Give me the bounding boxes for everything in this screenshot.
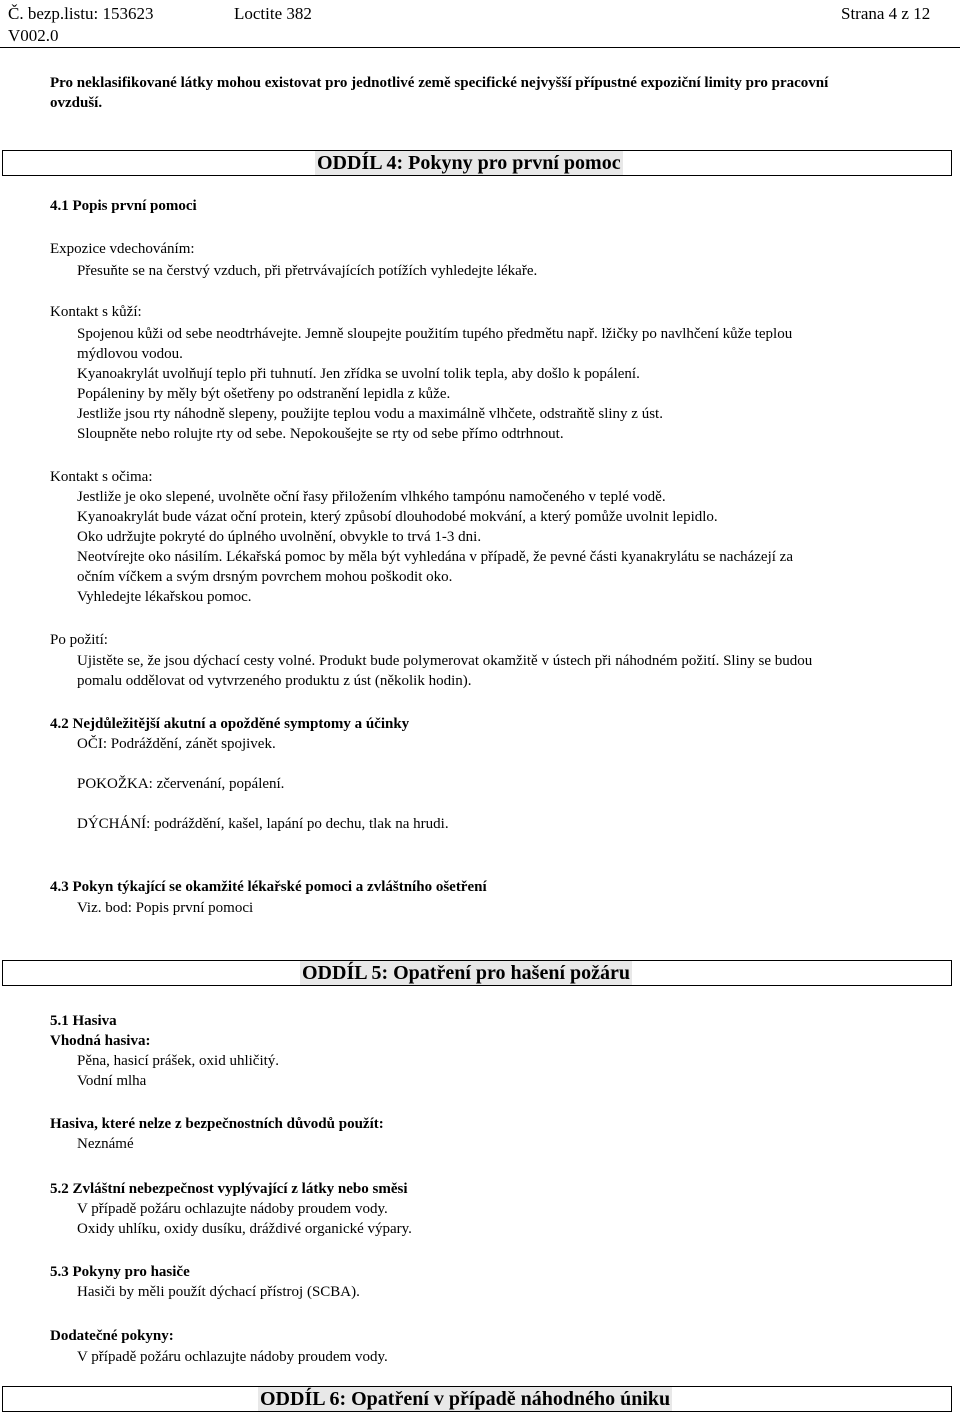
s52-line-2: Oxidy uhlíku, oxidy dusíku, dráždivé organické výpary. xyxy=(77,1221,412,1237)
eyes-line-3: Oko udržujte pokryté do úplného uvolnění, obvykle to trvá 1-3 dni. xyxy=(77,529,482,545)
suitable-label: Vhodná hasiva: xyxy=(50,1033,151,1049)
s43-text: Viz. bod: Popis první pomoci xyxy=(77,900,254,916)
product-name: Loctite 382 xyxy=(234,4,312,23)
s43-heading: 4.3 Pokyn týkající se okamžité lékařské pomoci a zvláštního ošetření xyxy=(50,879,487,895)
suitable-line-1: Pěna, hasicí prášek, oxid uhličitý. xyxy=(77,1053,280,1069)
skin-line-4: Popáleniny by měly být ošetřeny po odstranění lepidla z kůže. xyxy=(77,386,451,402)
page-number: Strana 4 z 12 xyxy=(841,4,931,23)
eyes-line-1: Jestliže je oko slepené, uvolněte oční řasy přiložením vlhkého tampónu namočeného v teplé vodě. xyxy=(77,489,666,505)
header-rule xyxy=(0,47,960,48)
section-4-title: ODDÍL 4: Pokyny pro první pomoc xyxy=(317,152,621,174)
s42-heading: 4.2 Nejdůležitější akutní a opožděné symptomy a účinky xyxy=(50,716,410,732)
s53-text: Hasiči by měli použít dýchací přístroj (SCBA). xyxy=(77,1284,360,1300)
s52-line-1: V případě požáru ochlazujte nádoby proudem vody. xyxy=(77,1201,388,1217)
s52-heading: 5.2 Zvláštní nebezpečnost vyplývající z látky nebo směsi xyxy=(50,1181,408,1197)
ingestion-label: Po požití: xyxy=(50,632,108,648)
unsuitable-label: Hasiva, které nelze z bezpečnostních důvodů použít: xyxy=(50,1116,384,1132)
eyes-label: Kontakt s očima: xyxy=(50,469,153,485)
eyes-line-5: očním víčkem a svým drsným povrchem mohou poškodit oko. xyxy=(77,569,453,585)
unsuitable-text: Neznámé xyxy=(77,1136,134,1152)
intro-note-line-1: Pro neklasifikované látky mohou existovat pro jednotlivé země specifické nejvyšší přípustné expoziční limity pro pracovní xyxy=(50,75,829,91)
sheet-number: Č. bezp.listu: 153623 xyxy=(8,4,154,23)
section-5-title: ODDÍL 5: Opatření pro hašení požáru xyxy=(302,962,630,984)
version: V002.0 xyxy=(8,26,59,45)
additional-text: V případě požáru ochlazujte nádoby proudem vody. xyxy=(77,1349,388,1365)
s41-heading: 4.1 Popis první pomoci xyxy=(50,198,197,214)
additional-label: Dodatečné pokyny: xyxy=(50,1328,174,1344)
eyes-line-6: Vyhledejte lékařskou pomoc. xyxy=(77,589,252,605)
skin-line-5: Jestliže jsou rty náhodně slepeny, použijte teplou vodu a maximálně vlhčete, odstraňtě sliny z úst. xyxy=(77,406,663,422)
inhalation-label: Expozice vdechováním: xyxy=(50,241,195,257)
inhalation-text: Přesuňte se na čerstvý vzduch, při přetrvávajících potížích vyhledejte lékaře. xyxy=(77,263,538,279)
skin-label: Kontakt s kůží: xyxy=(50,304,142,320)
s53-heading: 5.3 Pokyny pro hasiče xyxy=(50,1264,190,1280)
eyes-line-2: Kyanoakrylát bude vázat oční protein, který způsobí dlouhodobé mokvání, a který pomůže uvolnit lepidlo. xyxy=(77,509,718,525)
s42-eyes: OČI: Podráždění, zánět spojivek. xyxy=(77,736,276,752)
skin-line-2: mýdlovou vodou. xyxy=(77,346,183,362)
s42-breathing: DÝCHÁNÍ: podráždění, kašel, lapání po dechu, tlak na hrudi. xyxy=(77,816,449,832)
suitable-line-2: Vodní mlha xyxy=(77,1073,147,1089)
skin-line-3: Kyanoakrylát uvolňují teplo při tuhnutí. Jen zřídka se uvolní tolik tepla, aby došlo k popálení. xyxy=(77,366,640,382)
skin-line-1: Spojenou kůži od sebe neodtrhávejte. Jemně sloupejte použitím tupého předmětu např. lžičky po navlhčení kůže teplou xyxy=(77,326,793,342)
s42-skin: POKOŽKA: zčervenání, popálení. xyxy=(77,776,285,792)
ingestion-line-1: Ujistěte se, že jsou dýchací cesty volné. Produkt bude polymerovat okamžitě v ústech při náhodném požití. Sliny se budou xyxy=(77,653,813,669)
intro-note-line-2: ovzduší. xyxy=(50,95,103,111)
s51-heading: 5.1 Hasiva xyxy=(50,1013,117,1029)
section-6-title: ODDÍL 6: Opatření v případě náhodného úniku xyxy=(260,1388,671,1410)
skin-line-6: Sloupněte nebo rolujte rty od sebe. Nepokoušejte se rty od sebe přímo odtrhnout. xyxy=(77,426,564,442)
eyes-line-4: Neotvírejte oko násilím. Lékařská pomoc by měla být vyhledána v případě, že pevné části kyanakrylátu se nacházejí za xyxy=(77,549,793,565)
ingestion-line-2: pomalu oddělovat od vytvrzeného produktu z úst (několik hodin). xyxy=(77,673,472,689)
